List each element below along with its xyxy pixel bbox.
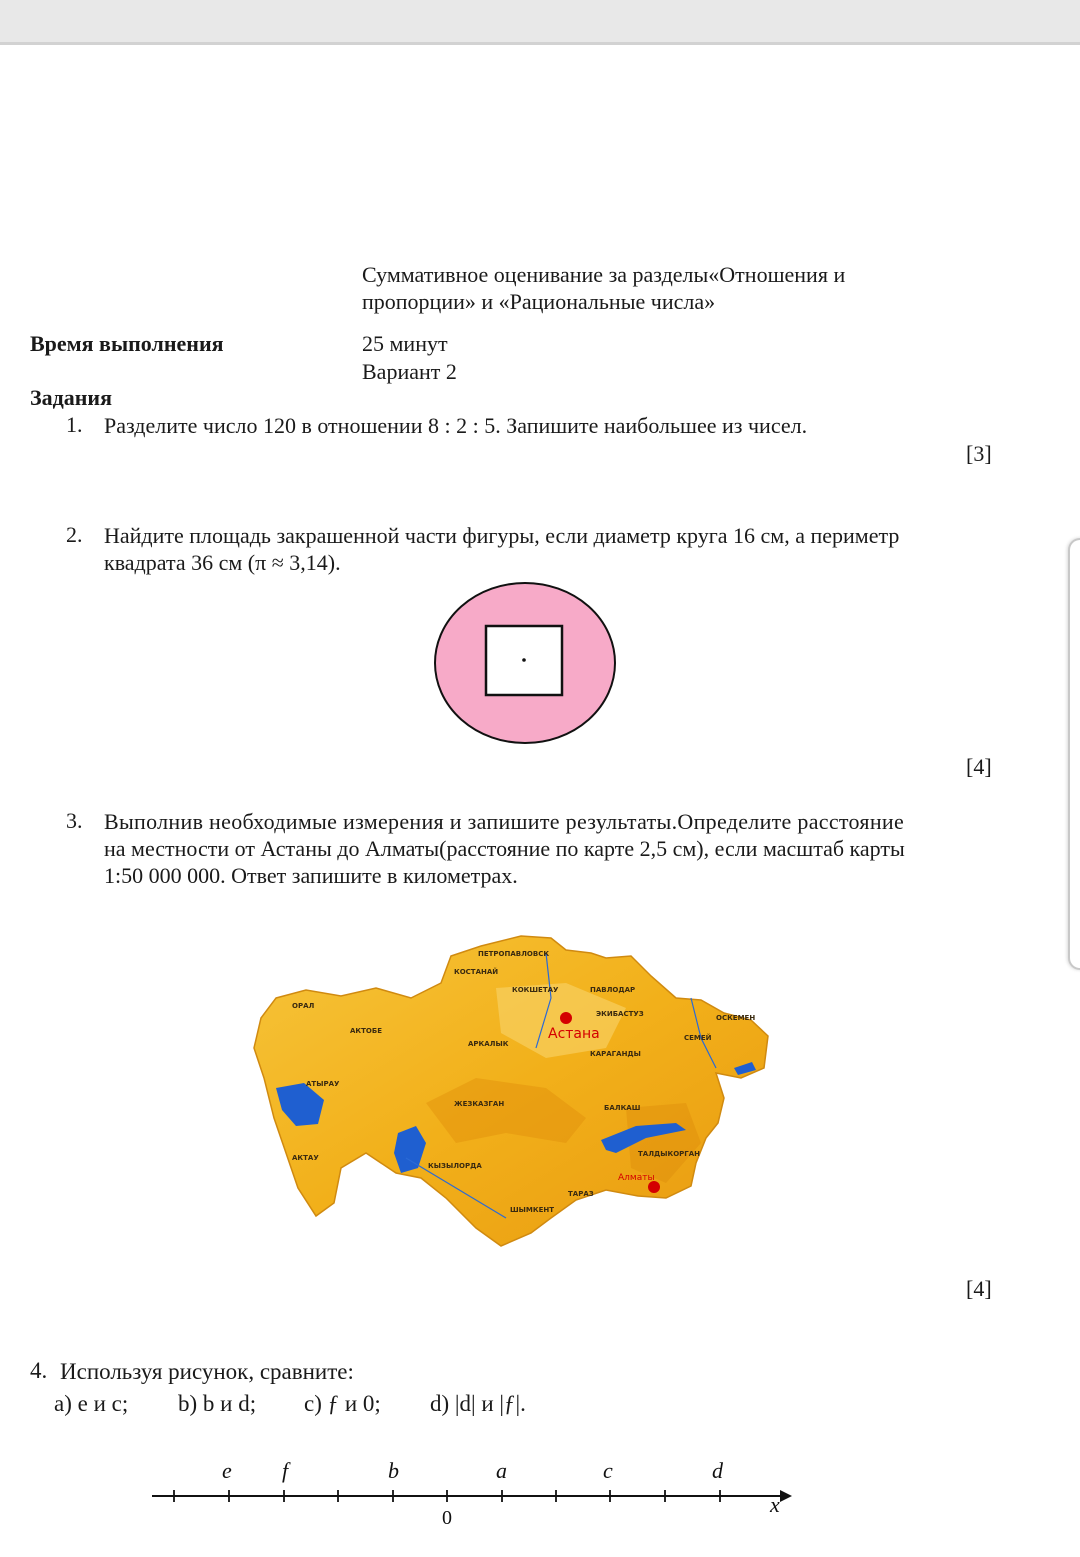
- task-1-text: Разделите число 120 в отношении 8 : 2 : 5. Запишите наибольшее из чисел.: [104, 413, 808, 438]
- option-d: d) |d| и |ƒ|.: [430, 1391, 526, 1416]
- map-label-kostanay: КОСТАНАЙ: [454, 968, 499, 976]
- task-1-number: 1.: [66, 412, 83, 437]
- map-label-pavlodar: ПАВЛОДАР: [590, 986, 636, 994]
- map-label-balkash: БАЛКАШ: [604, 1104, 641, 1112]
- map-label-ekibastuz: ЭКИБАСТУЗ: [596, 1010, 644, 1018]
- point-label-d: d: [712, 1458, 723, 1483]
- map-svg: [246, 928, 776, 1258]
- task-1-score: [3]: [966, 441, 992, 466]
- map-label-taldykorgan: ТАЛДЫКОРГАН: [638, 1150, 701, 1158]
- task-4-number: 4.: [30, 1358, 48, 1383]
- point-label-c: c: [603, 1458, 613, 1483]
- kazakhstan-map: [246, 928, 776, 1258]
- map-label-kyzylorda: КЫЗЫЛОРДА: [428, 1162, 482, 1170]
- option-b: b) b и d;: [178, 1391, 257, 1416]
- map-label-semey: СЕМЕЙ: [684, 1034, 712, 1042]
- circle-square-figure: [430, 580, 620, 750]
- doc-title-line1: Суммативное оценивание за разделы«Отношения и: [362, 262, 846, 287]
- map-label-aktau: АКТАУ: [292, 1154, 319, 1162]
- map-label-petropavlovsk: ПЕТРОПАВЛОВСК: [478, 950, 550, 958]
- doc-title-line2: пропорции» и «Рациональные числа»: [362, 289, 716, 314]
- task-3-text-line3: 1:50 000 000. Ответ запишите в километрах.: [104, 863, 518, 888]
- task-3-score: [4]: [966, 1276, 992, 1301]
- map-label-shymkent: ШЫМКЕНТ: [510, 1206, 555, 1214]
- map-label-kokshetau: КОКШЕТАУ: [512, 986, 559, 994]
- map-label-oskemen: ОСКЕМЕН: [716, 1014, 756, 1022]
- variant-label: Вариант 2: [362, 359, 457, 384]
- task-2-text-line2: квадрата 36 см (π ≈ 3,14).: [104, 550, 341, 575]
- side-scroll-handle[interactable]: [1068, 538, 1080, 970]
- task-3-text-line2: на местности от Астаны до Алматы(расстояние по карте 2,5 см), если масштаб карты: [104, 836, 905, 861]
- task-3-number: 3.: [66, 808, 83, 833]
- browser-top-bar: [0, 0, 1080, 45]
- center-dot: [522, 658, 526, 662]
- map-label-oral: ОРАЛ: [292, 1002, 315, 1010]
- point-label-b: b: [388, 1458, 399, 1483]
- time-label: Время выполнения: [30, 331, 224, 356]
- zero-label: 0: [442, 1507, 452, 1529]
- option-c: c) ƒ и 0;: [304, 1391, 381, 1416]
- point-label-e: e: [222, 1458, 232, 1483]
- option-a: а) е и с;: [54, 1391, 129, 1416]
- tasks-heading: Задания: [30, 385, 112, 410]
- map-label-arkalyk: АРКАЛЫК: [468, 1040, 509, 1048]
- map-label-almaty: Алматы: [618, 1173, 655, 1183]
- task-2-number: 2.: [66, 522, 83, 547]
- task-3-text-line1: Выполнив необходимые измерения и запишите результаты.Определите расстояние: [104, 809, 905, 834]
- axis-arrowhead: [780, 1490, 792, 1502]
- map-label-astana: Астана: [548, 1026, 600, 1042]
- map-label-zhezkazgan: ЖЕЗКАЗГАН: [454, 1100, 505, 1108]
- time-value: 25 минут: [362, 331, 448, 356]
- task-2-text-line1: Найдите площадь закрашенной части фигуры, если диаметр круга 16 см, а периметр: [104, 523, 900, 548]
- map-label-karaganda: КАРАГАНДЫ: [590, 1050, 641, 1058]
- point-label-f: f: [282, 1458, 289, 1483]
- point-label-a: a: [496, 1458, 507, 1483]
- map-label-atyrau: АТЫРАУ: [306, 1080, 340, 1088]
- axis-label-x: x: [770, 1492, 780, 1517]
- map-label-taraz: ТАРАЗ: [568, 1190, 594, 1198]
- astana-marker: [560, 1012, 572, 1024]
- map-label-aktobe: АКТОБЕ: [350, 1027, 382, 1035]
- task-4-text: Используя рисунок, сравните:: [60, 1359, 354, 1384]
- number-line: [140, 1450, 800, 1540]
- task-2-score: [4]: [966, 754, 992, 779]
